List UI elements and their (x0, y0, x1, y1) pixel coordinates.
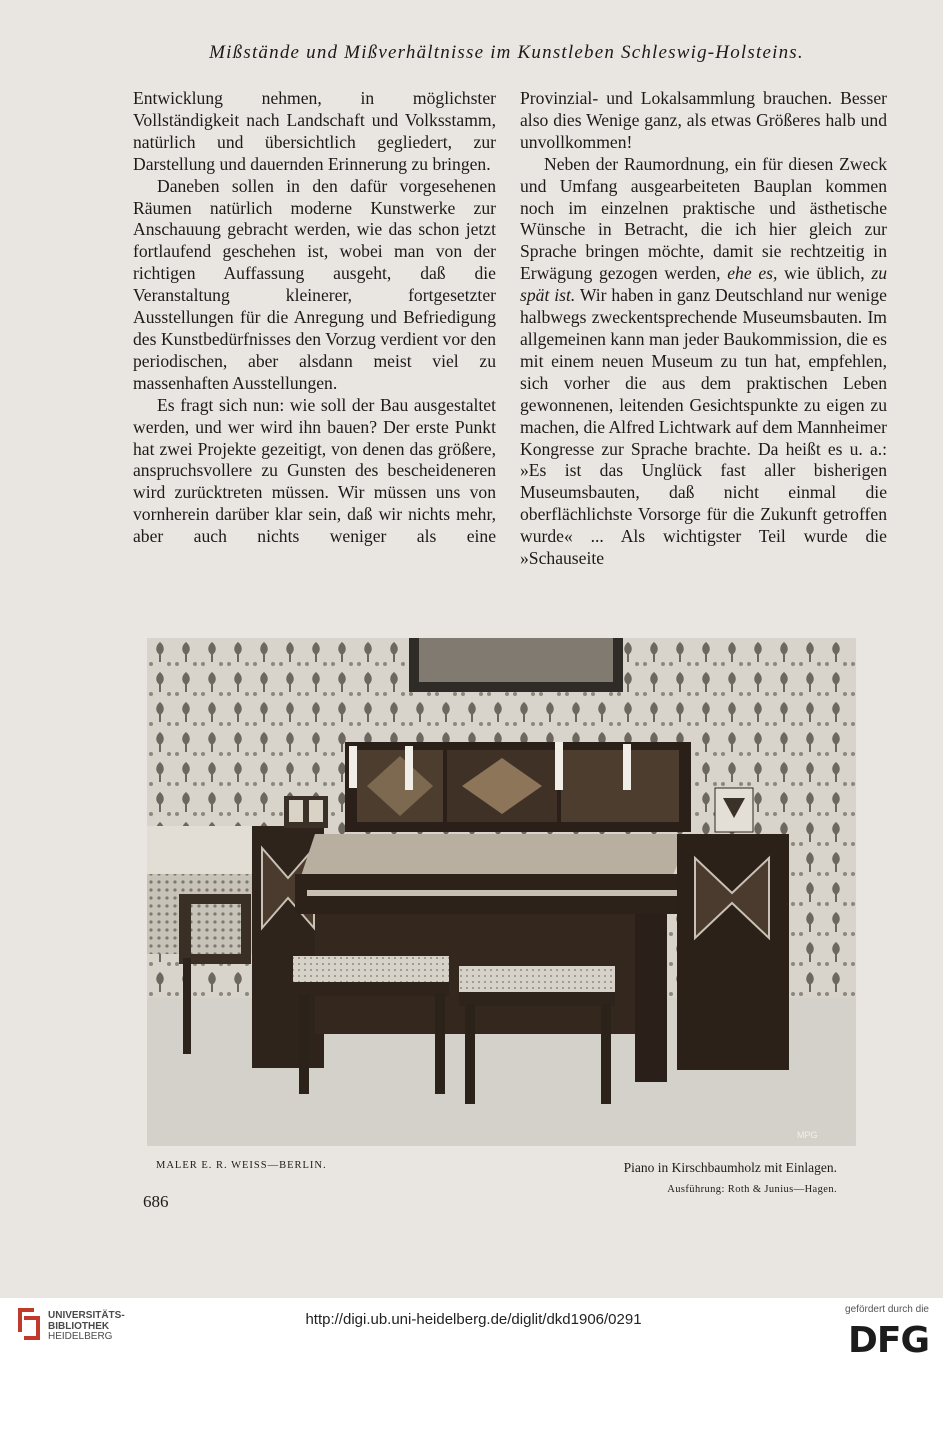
left-paragraph-1: Entwicklung nehmen, in möglichster Vollständigkeit nach Landschaft und Volksstamm, natürlich und übersichtlich gegliedert, zur Darstellung und dauernden Erinnerung zu bringen. (133, 88, 496, 174)
figure-caption-artist: MALER E. R. WEISS—BERLIN. (156, 1160, 327, 1171)
figure-caption-title: Piano in Kirschbaumholz mit Einlagen. (623, 1160, 837, 1175)
photo-signature: MPG (797, 1130, 818, 1140)
running-head: Mißstände und Mißverhältnisse im Kunstleben Schleswig-Holsteins. (209, 42, 804, 63)
left-paragraph-2: Daneben sollen in den dafür vorgesehenen Räumen natürlich moderne Kunstwerke zur Anschauung gebracht werden, wie das schon jetzt fortlaufend geschehen ist, wobei man von der richtigen Auffassung ausgeht, daß die Veranstaltung kleinerer, fortgesetzter Ausstellungen für die Anregung und Befriedigung des Kunstbedürfnisses den Vorzug verdient vor den periodischen, aber alsdann meist viel zu massenhaften Ausstellungen. (133, 175, 496, 393)
library-line-2: BIBLIOTHEK (48, 1320, 110, 1332)
right-column (520, 88, 887, 570)
library-line-1: UNIVERSITÄTS- (48, 1310, 125, 1321)
figure-caption-credit: Ausführung: Roth & Junius—Hagen. (667, 1184, 837, 1195)
library-line-3: HEIDELBERG (48, 1331, 113, 1342)
viewer-footer (0, 1298, 943, 1363)
left-column (133, 88, 496, 548)
emphasis-zu-spaet: zu spät ist. (520, 263, 887, 306)
left-paragraph-3: Es fragt sich nun: wie soll der Bau ausgestaltet werden, und wer wird ihn bauen? Der erste Punkt hat zwei Projekte gezeitigt, von denen das größere, anspruchsvollere zu Gunsten des bescheideneren wird zurücktreten müssen. Wir müssen uns von vornherein darüber klar sein, daß wir nichts mehr, aber auch nichts weniger als eine (133, 394, 496, 547)
right-paragraph-2-part-b: wie üblich, (784, 263, 865, 284)
funding-label: gefördert durch die (845, 1304, 929, 1315)
emphasis-ehe-es: ehe es, (727, 263, 778, 284)
right-paragraph-2-part-a: Neben der Raumordnung, ein für diesen Zweck und Umfang ausgearbeiteten Bauplan kommen noch im einzelnen praktische und ästhetische Wünsche in Betracht, die ich hier gleich zur Sprache bringen möchte, damit sie rechtzeitig in Erwägung gezogen werden, (520, 153, 887, 284)
right-paragraph-1: Provinzial- und Lokalsammlung brauchen. Besser also dies Wenige ganz, als etwas Größeres halb und unvollkommen! (520, 88, 887, 152)
dfg-logo: DFG (847, 1320, 929, 1361)
right-paragraph-2-part-c: Wir haben in ganz Deutschland nur wenige halbwegs zweckentsprechende Museumsbauten. Im allgemeinen kann man jeder Baukommission, die es mit einem neuen Museum zu tun hat, empfehlen, sich vorher die aus dem praktischen Leben gewonnenen, leitenden Gesichtspunkte zu eigen zu machen, die Alfred Lichtwark auf dem Mannheimer Kongresse zur Sprache brachte. Da heißt es u. a.: »Es ist das Unglück fast aller bisherigen Museumsbauten, daß nicht einmal die oberflächlichste Vorsorge für die Zukunft getroffen wurde« ... Als wichtigster Teil wurde die »Schauseite (520, 285, 887, 569)
right-paragraph-2 (520, 154, 887, 570)
page-number: 686 (143, 1192, 169, 1211)
permalink-url[interactable]: http://digi.ub.uni-heidelberg.de/diglit/dkd1906/0291 (305, 1311, 642, 1328)
